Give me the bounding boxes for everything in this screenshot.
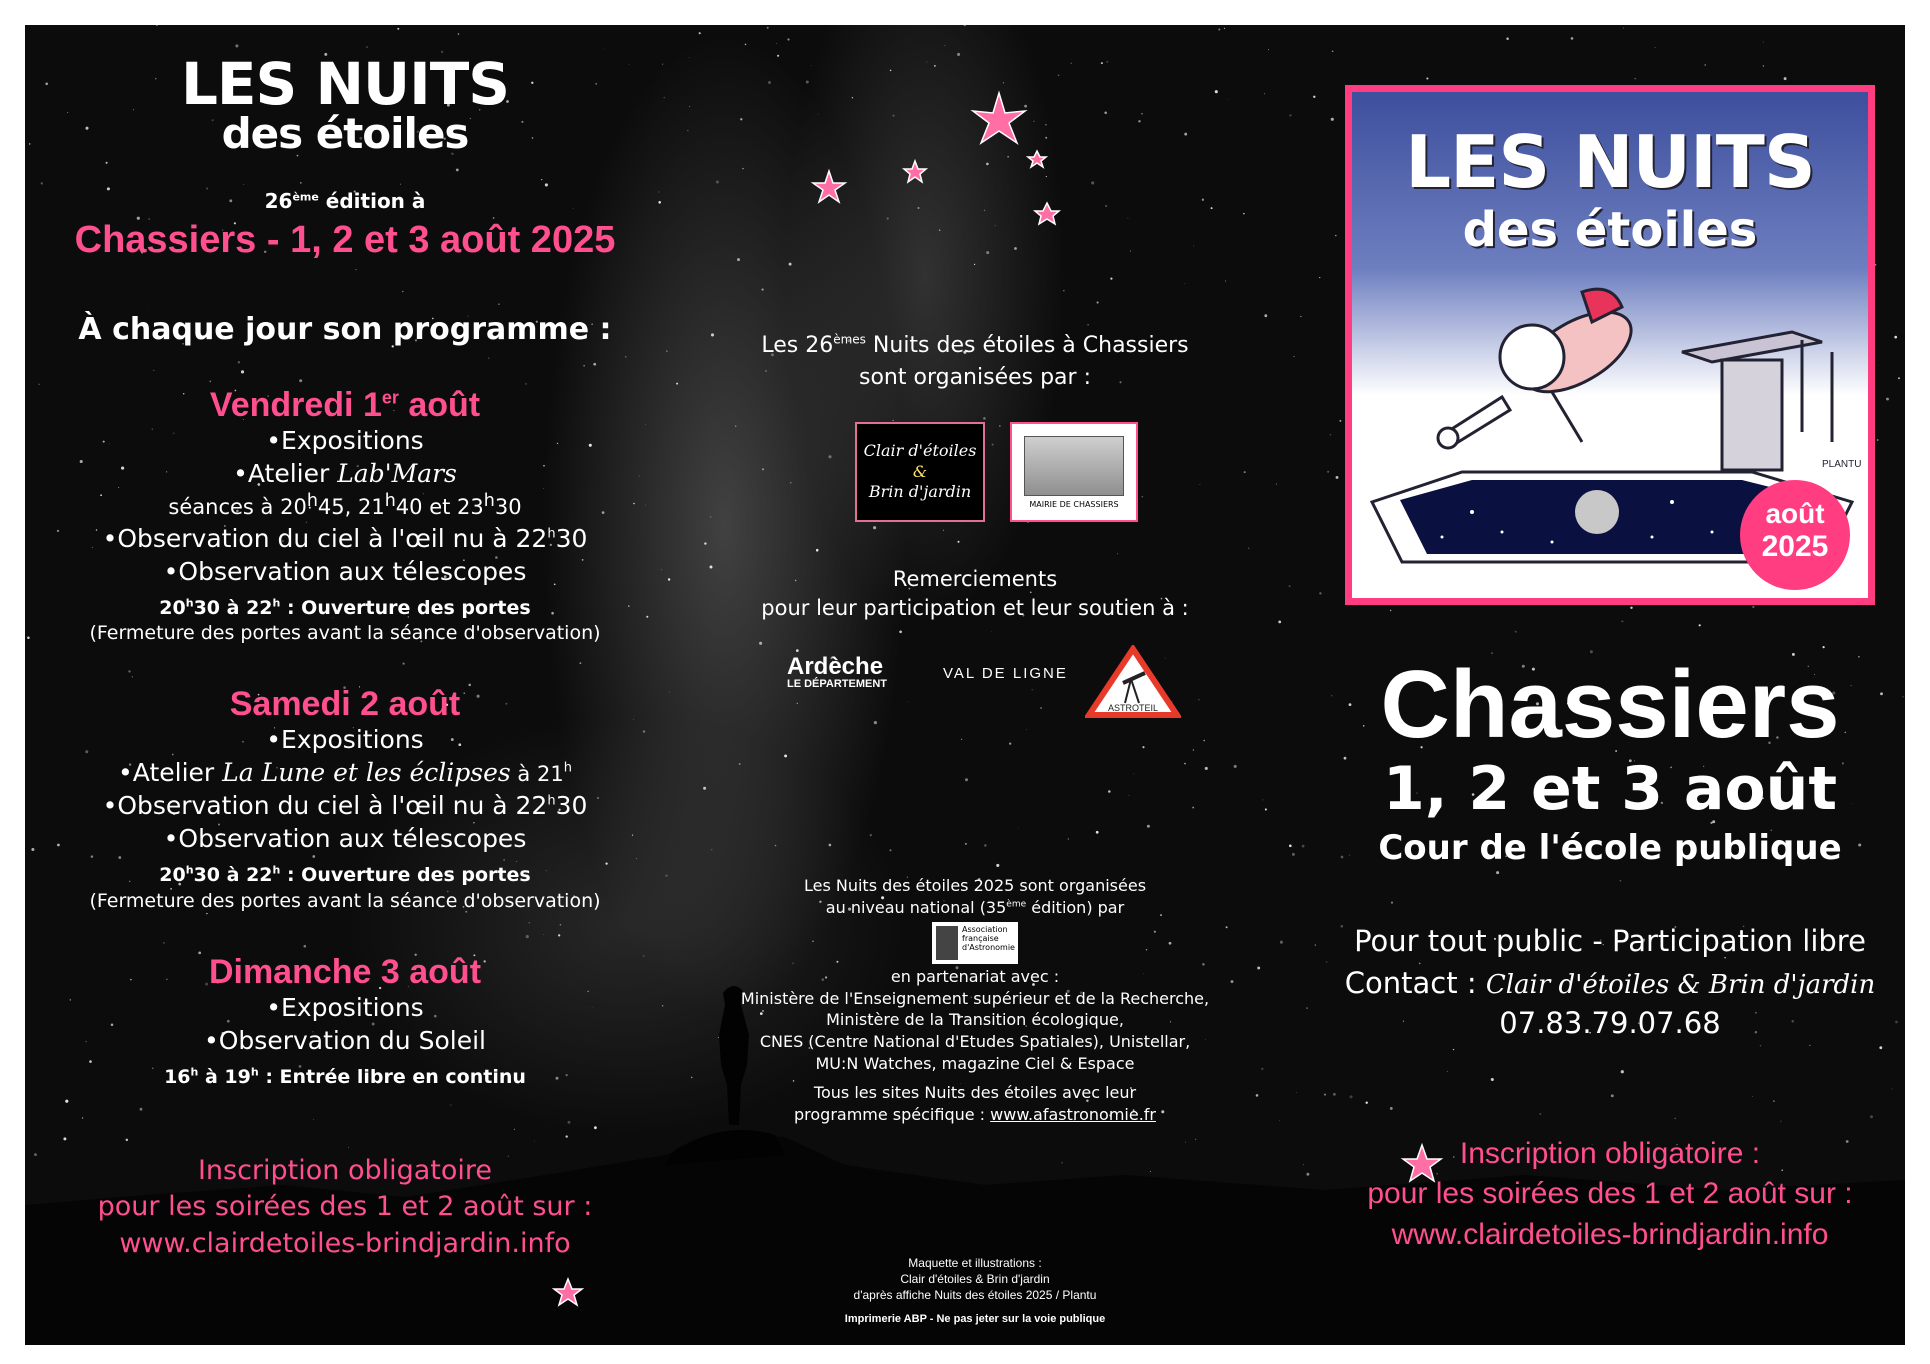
event-venue: Cour de l'école publique bbox=[1378, 827, 1842, 868]
day1-sessions: séances à 20$^h$45, 21$^h$40 et 23$^h$30 bbox=[168, 491, 522, 520]
program-heading: À chaque jour son programme : bbox=[78, 312, 612, 347]
event-dates: 1, 2 et 3 août bbox=[1382, 753, 1838, 824]
astroteil-logo bbox=[1085, 645, 1181, 721]
registration-line: Inscription obligatoire bbox=[197, 1154, 493, 1186]
date-badge: août 2025 bbox=[1740, 480, 1850, 590]
day1-atelier: •Atelier Lab'Mars bbox=[233, 459, 457, 489]
val-de-ligne-logo: VAL DE LIGNE bbox=[943, 665, 1068, 682]
registration-line: pour les soirées des 1 et 2 août sur : bbox=[1367, 1177, 1853, 1211]
day3-exhibitions: •Expositions bbox=[266, 993, 424, 1023]
afa-logo: Association française d'Astronomie bbox=[932, 922, 1018, 964]
day2-doors-note: (Fermeture des portes avant la séance d'observation) bbox=[89, 890, 601, 913]
mairie-logo: MAIRIE DE CHASSIERS bbox=[1010, 422, 1138, 522]
registration-line: Inscription obligatoire : bbox=[1459, 1136, 1761, 1170]
poster-subtitle: des étoiles bbox=[1462, 202, 1758, 258]
sponsor-logos bbox=[745, 635, 1205, 725]
town-name: Chassiers bbox=[1380, 651, 1840, 758]
middle-panel bbox=[715, 25, 1235, 1345]
ardeche-logo: Ardèche LE DÉPARTEMENT bbox=[787, 653, 888, 690]
clair-etoiles-logo: Clair d'étoiles & Brin d'jardin bbox=[855, 422, 985, 522]
contact-line: Contact : Clair d'étoiles & Brin d'jardin bbox=[1344, 965, 1876, 1000]
organizers-text: Les 26èmes Nuits des étoiles à Chassiers sont organisées par : bbox=[761, 332, 1189, 390]
day1-telescopes: •Observation aux télescopes bbox=[163, 556, 527, 586]
poster-illustration bbox=[1345, 85, 1875, 605]
day2-telescopes: •Observation aux télescopes bbox=[163, 824, 527, 854]
day2-naked-eye: •Observation du ciel à l'œil nu à 22$^h$30 bbox=[102, 791, 588, 821]
telescope-icon bbox=[1438, 397, 1510, 448]
poster bbox=[25, 25, 1905, 1345]
day2-exhibitions: •Expositions bbox=[266, 725, 424, 755]
day1-exhibitions: •Expositions bbox=[266, 426, 424, 456]
printer-note: Imprimerie ABP - Ne pas jeter sur la voie publique bbox=[844, 1312, 1106, 1325]
event-logo-title: LES NUITS bbox=[180, 50, 510, 118]
building-icon bbox=[1024, 436, 1124, 496]
edition-line: 26ème édition à bbox=[264, 189, 426, 213]
registration-link[interactable]: www.clairdetoiles-brindjardin.info bbox=[119, 1227, 571, 1259]
phone-number[interactable]: 07.83.79.07.68 bbox=[1499, 1005, 1721, 1040]
moon-icon bbox=[1575, 490, 1619, 534]
day2-doors: 20$^h$30 à 22$^h$ : Ouverture des portes bbox=[159, 864, 531, 887]
right-panel bbox=[1325, 651, 1895, 1255]
day3-title: Dimanche 3 août bbox=[208, 952, 482, 991]
day1-doors-note: (Fermeture des portes avant la séance d'observation) bbox=[89, 622, 601, 645]
left-panel bbox=[45, 50, 645, 1262]
location-dates: Chassiers - 1, 2 et 3 août 2025 bbox=[74, 219, 616, 261]
day2-title: Samedi 2 août bbox=[229, 685, 461, 724]
audience-info: Pour tout public - Participation libre bbox=[1354, 923, 1866, 958]
left-registration bbox=[45, 1153, 645, 1262]
national-info: Les Nuits des étoiles 2025 sont organisées au niveau national (35ème édition) par Association française d'Astronomie en partenariat avec : Ministère de l'Enseignement supérieur et de la Recherche, Ministère de la Transition écologique, CNES (Centre National d'Etudes Spatiales), Unistellar, MU:N Watches, magazine Ciel & Espace Tous les sites Nuits des étoiles avec leur programme spécifique : www.afastronomie.fr bbox=[740, 876, 1210, 1124]
day3-sun: •Observation du Soleil bbox=[204, 1026, 486, 1056]
right-registration bbox=[1325, 1134, 1895, 1256]
credits: Maquette et illustrations : Clair d'étoiles & Brin d'jardin d'après affiche Nuits des étoiles 2025 / Plantu Imprimerie ABP - Ne pas jeter sur la voie publique bbox=[715, 1255, 1235, 1326]
registration-link[interactable]: www.clairdetoiles-brindjardin.info bbox=[1391, 1217, 1829, 1251]
event-logo-subtitle: des étoiles bbox=[221, 109, 469, 158]
day1-doors: 20$^h$30 à 22$^h$ : Ouverture des portes bbox=[159, 596, 531, 619]
day2-atelier: •Atelier La Lune et les éclipses à 21$^h$ bbox=[118, 758, 572, 788]
thanks-text: Remerciements pour leur participation et leur soutien à : bbox=[761, 567, 1189, 621]
day3-free-entry: 16$^h$ à 19$^h$ : Entrée libre en continu bbox=[164, 1065, 526, 1089]
svg-text:PLANTU: PLANTU bbox=[1822, 459, 1862, 470]
poster-title: LES NUITS bbox=[1405, 120, 1815, 204]
registration-line: pour les soirées des 1 et 2 août sur : bbox=[97, 1191, 593, 1223]
day1-title: Vendredi 1er août bbox=[209, 386, 481, 424]
afastronomie-link[interactable]: www.afastronomie.fr bbox=[990, 1104, 1156, 1124]
star-icon bbox=[554, 1279, 582, 1305]
svg-text:ASTROTEIL: ASTROTEIL bbox=[1107, 703, 1159, 713]
day1-naked-eye: •Observation du ciel à l'œil nu à 22$^h$30 bbox=[102, 523, 588, 553]
